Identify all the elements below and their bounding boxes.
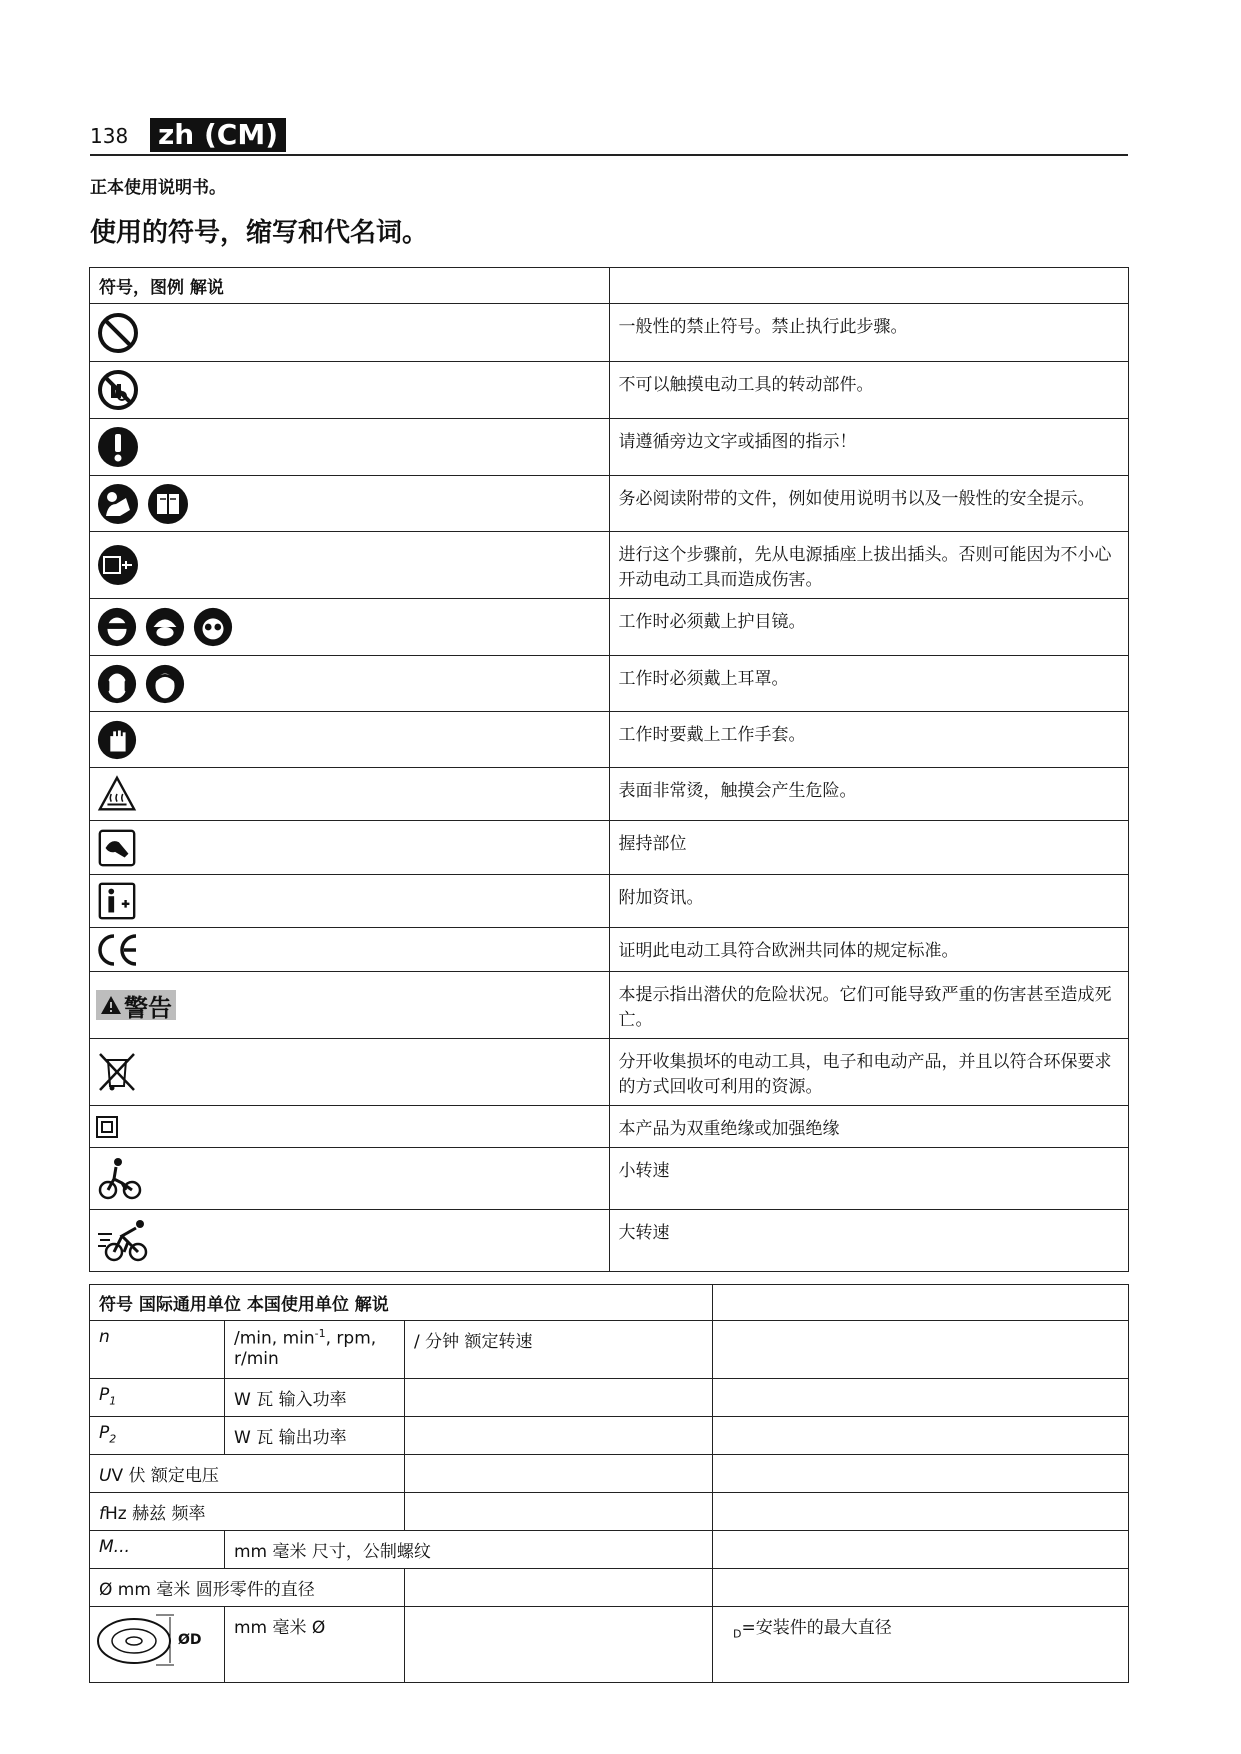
table-row <box>90 656 1129 712</box>
symbol-description: 请遵循旁边文字或插图的指示！ <box>609 419 1129 476</box>
disc-diameter-icon <box>96 1611 176 1669</box>
safety-goggles-icon <box>144 606 186 648</box>
symbol-description: 大转速 <box>609 1210 1129 1272</box>
units-table <box>89 1284 1129 1683</box>
table-row <box>90 768 1129 821</box>
table-row <box>90 1493 1129 1531</box>
fast-cyclist-icon <box>96 1218 152 1264</box>
unit-extra <box>713 1379 1129 1417</box>
read-manual-icon <box>96 482 140 526</box>
symbols-table-header: 符号，图例 解说 <box>90 268 610 304</box>
grip-area-icon <box>96 827 138 869</box>
table-row <box>90 1569 1129 1607</box>
unit-extra <box>713 1493 1129 1531</box>
unit-description: / 分钟 额定转速 <box>405 1321 713 1379</box>
symbol-description: 工作时必须戴上耳罩。 <box>609 656 1129 712</box>
symbol-description: 进行这个步骤前，先从电源插座上拔出插头。否则可能因为不小心开动电动工具而造成伤害。 <box>609 532 1129 599</box>
table-row <box>90 875 1129 928</box>
unit-symbol: M... <box>90 1531 225 1569</box>
symbol-description: 工作时必须戴上护目镜。 <box>609 599 1129 656</box>
symbol-description: 证明此电动工具符合欧洲共同体的规定标准。 <box>609 928 1129 972</box>
unit-international: W 瓦 输入功率 <box>225 1379 405 1417</box>
unit-extra <box>713 1455 1129 1493</box>
table-row <box>90 712 1129 768</box>
unit-international: mm 毫米 Ø <box>225 1607 405 1683</box>
table-row <box>90 532 1129 599</box>
table-row <box>90 1607 1129 1683</box>
info-plus-icon <box>96 880 138 922</box>
warning-triangle-icon <box>100 994 122 1016</box>
table-row <box>90 476 1129 532</box>
unit-international: W 瓦 输出功率 <box>225 1417 405 1455</box>
unit-description <box>405 1569 713 1607</box>
unit-symbol: $P_1$ <box>90 1379 225 1417</box>
exclamation-icon <box>96 425 140 469</box>
unit-description <box>405 1493 713 1531</box>
table-row <box>90 1531 1129 1569</box>
face-shield-icon <box>96 606 138 648</box>
ear-muffs-icon <box>144 663 186 705</box>
unit-description <box>405 1607 713 1683</box>
unit-description <box>405 1379 713 1417</box>
intro-note: 正本使用说明书。 <box>90 178 226 198</box>
table-row <box>90 304 1129 362</box>
unit-international: mm 毫米 尺寸，公制螺纹 <box>225 1531 713 1569</box>
unit-extra <box>713 1569 1129 1607</box>
units-table-header: 符号 国际通用单位 本国使用单位 解说 <box>90 1285 713 1321</box>
symbol-description: 务必阅读附带的文件，例如使用说明书以及一般性的安全提示。 <box>609 476 1129 532</box>
table-row <box>90 1039 1129 1106</box>
unit-extra: $_D$=安装件的最大直径 <box>713 1607 1129 1683</box>
hot-surface-icon <box>96 773 138 815</box>
symbol-description: 不可以触摸电动工具的转动部件。 <box>609 362 1129 419</box>
table-row <box>90 1106 1129 1148</box>
symbol-description: 握持部位 <box>609 821 1129 875</box>
table-row <box>90 362 1129 419</box>
unit-extra <box>713 1531 1129 1569</box>
unplug-icon <box>96 543 140 587</box>
double-insulation-icon <box>96 1116 118 1138</box>
table-row <box>90 928 1129 972</box>
unit-symbol: UV 伏 额定电压 <box>90 1455 405 1493</box>
gloves-icon <box>96 719 138 761</box>
ce-mark-icon <box>96 932 142 968</box>
symbol-description: 附加资讯。 <box>609 875 1129 928</box>
table-row <box>90 599 1129 656</box>
table-row <box>90 972 1129 1039</box>
ear-protection-icon <box>96 663 138 705</box>
unit-symbol: fHz 赫兹 频率 <box>90 1493 405 1531</box>
language-badge: zh (CM) <box>150 118 286 152</box>
unit-symbol: $P_2$ <box>90 1417 225 1455</box>
unit-description <box>405 1417 713 1455</box>
unit-extra <box>713 1321 1129 1379</box>
symbol-description: 小转速 <box>609 1148 1129 1210</box>
table-row <box>90 1321 1129 1379</box>
unit-extra <box>713 1417 1129 1455</box>
symbol-description: 本提示指出潜伏的危险状况。它们可能导致严重的伤害甚至造成死亡。 <box>609 972 1129 1039</box>
warning-label-text: 警告 <box>124 993 172 1022</box>
symbol-description: 一般性的禁止符号。禁止执行此步骤。 <box>609 304 1129 362</box>
symbol-description: 表面非常烫，触摸会产生危险。 <box>609 768 1129 821</box>
prohibition-icon <box>96 311 140 355</box>
slow-cyclist-icon <box>96 1156 144 1202</box>
unit-symbol <box>90 1607 225 1683</box>
unit-symbol: Ø mm 毫米 圆形零件的直径 <box>90 1569 405 1607</box>
symbol-description: 本产品为双重绝缘或加强绝缘 <box>609 1106 1129 1148</box>
warning-label-icon <box>96 990 176 1020</box>
book-icon <box>146 482 190 526</box>
disc-diameter-label: ØD <box>178 1632 202 1648</box>
table-row <box>90 1379 1129 1417</box>
symbol-description: 分开收集损坏的电动工具，电子和电动产品，并且以符合环保要求的方式回收可利用的资源。 <box>609 1039 1129 1106</box>
unit-international: /min, $\min^{-1}$, rpm, r/min <box>225 1321 405 1379</box>
symbol-description: 工作时要戴上工作手套。 <box>609 712 1129 768</box>
page-number: 138 <box>90 124 129 148</box>
unit-description <box>405 1455 713 1493</box>
weee-bin-icon <box>96 1050 138 1094</box>
section-title: 使用的符号，缩写和代名词。 <box>90 218 429 248</box>
table-row <box>90 419 1129 476</box>
table-row <box>90 1148 1129 1210</box>
no-touch-rotating-icon <box>96 368 140 412</box>
glasses-icon <box>192 606 234 648</box>
table-row <box>90 1417 1129 1455</box>
unit-symbol: n <box>90 1321 225 1379</box>
page-header <box>90 118 1128 156</box>
table-row <box>90 821 1129 875</box>
table-row <box>90 1210 1129 1272</box>
symbols-table <box>89 267 1129 1272</box>
table-row <box>90 1455 1129 1493</box>
